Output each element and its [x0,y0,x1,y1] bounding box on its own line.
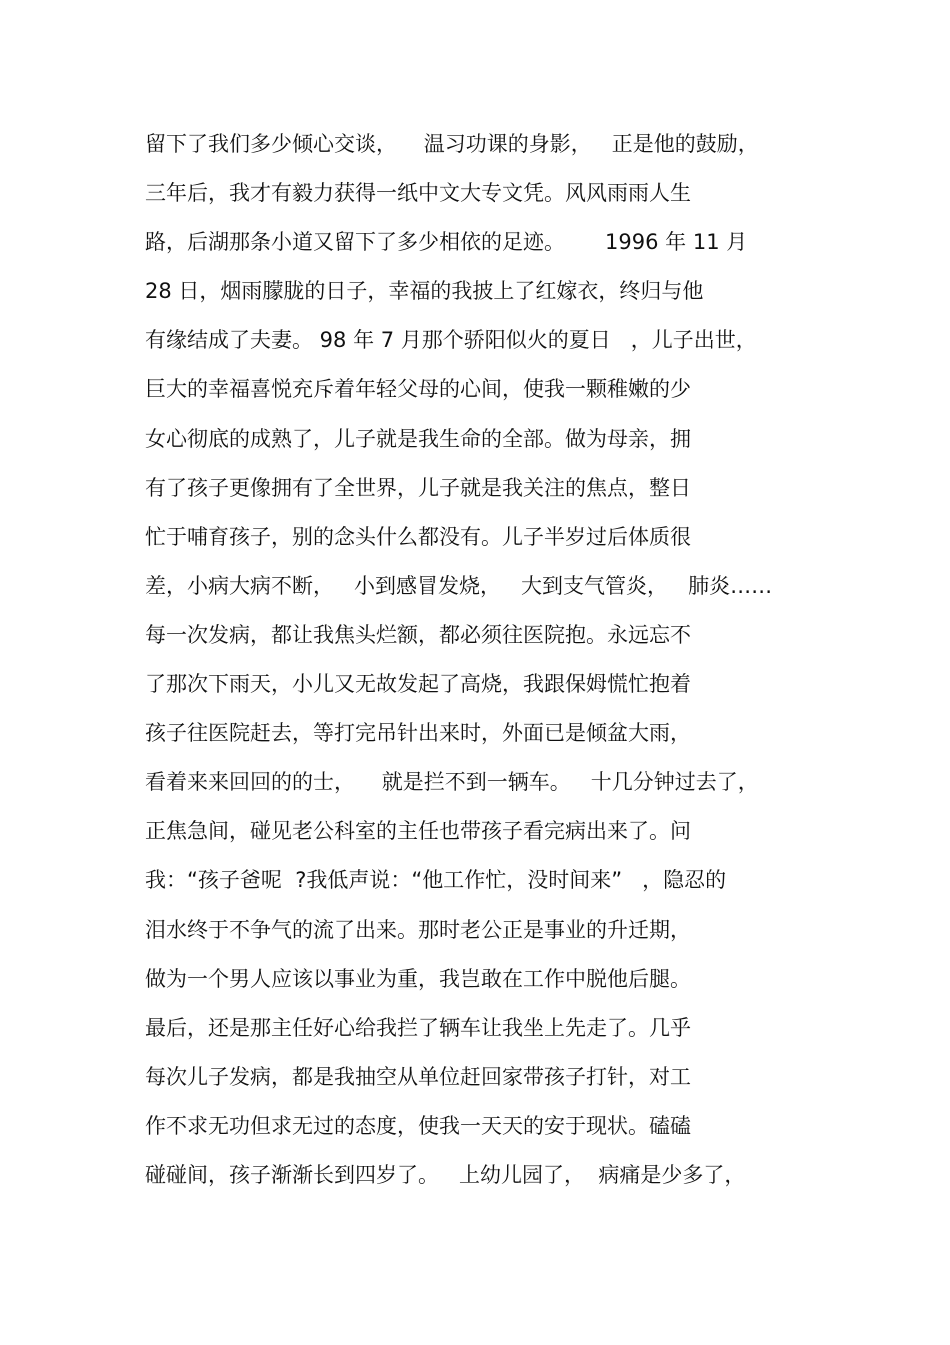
text-line-20: 每次儿子发病，都是我抽空从单位赶回家带孩子打针，对工 [145,1064,691,1089]
text-line-11: 每一次发病，都让我焦头烂额，都必须往医院抱。永远忘不 [145,622,691,647]
text-line-16: 我：“孩子爸呢 ?我低声说：“他工作忙，没时间来” ，隐忍的 [145,868,727,893]
text-line-14: 看着来来回回的的士， 就是拦不到一辆车。 十几分钟过去了， [145,770,759,795]
text-line-19: 最后，还是那主任好心给我拦了辆车让我坐上先走了。几乎 [145,1015,691,1040]
text-line-5: 有缘结成了夫妻。 98 年 7 月那个骄阳似火的夏日 ，儿子出世， [145,328,757,353]
text-line-7: 女心彻底的成熟了，儿子就是我生命的全部。做为母亲，拥 [145,426,691,451]
text-line-21: 作不求无功但求无过的态度，使我一天天的安于现状。磕磕 [145,1113,691,1138]
text-line-13: 孩子往医院赶去，等打完吊针出来时，外面已是倾盆大雨， [145,721,691,746]
text-line-2: 三年后，我才有毅力获得一纸中文大专文凭。风风雨雨人生 [145,181,691,206]
text-line-1: 留下了我们多少倾心交谈， 温习功课的身影， 正是他的鼓励， [145,132,759,156]
text-line-3: 路，后湖那条小道又留下了多少相依的足迹。 1996 年 11 月 [145,230,748,255]
text-line-22: 碰碰间，孩子渐渐长到四岁了。 上幼儿园了， 病痛是少多了， [145,1162,746,1187]
text-line-4: 28 日，烟雨朦胧的日子，幸福的我披上了红嫁衣，终归与他 [145,279,704,304]
text-line-6: 巨大的幸福喜悦充斥着年轻父母的心间，使我一颗稚嫩的少 [145,377,691,402]
text-line-15: 正焦急间，碰见老公科室的主任也带孩子看完病出来了。问 [145,819,691,844]
body-text [145,120,815,1200]
text-line-10: 差，小病大病不断， 小到感冒发烧， 大到支气管炎， 肺炎…… [145,573,773,598]
text-line-8: 有了孩子更像拥有了全世界，儿子就是我关注的焦点，整日 [145,475,691,500]
text-line-18: 做为一个男人应该以事业为重，我岂敢在工作中脱他后腿。 [145,966,691,991]
text-line-9: 忙于哺育孩子，别的念头什么都没有。儿子半岁过后体质很 [145,524,691,549]
text-line-17: 泪水终于不争气的流了出来。那时老公正是事业的升迁期， [145,917,691,942]
text-line-12: 了那次下雨天，小儿又无故发起了高烧，我跟保姆慌忙抱着 [145,672,691,697]
